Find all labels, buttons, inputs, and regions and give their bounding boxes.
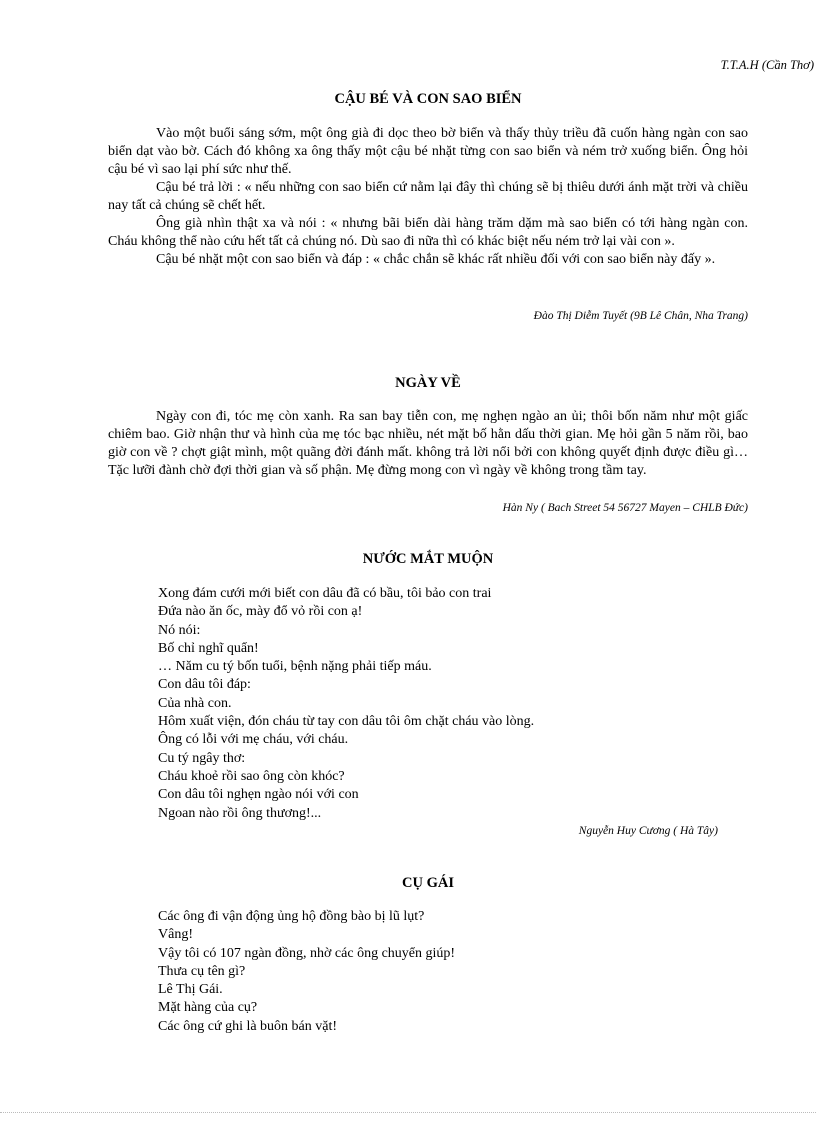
verse-line: Các ông cứ ghi là buôn bán vặt! bbox=[158, 1018, 338, 1034]
header-credit: T.T.A.H (Cần Thơ) bbox=[720, 58, 814, 72]
verse-line: Ngoan nào rồi ông thương!... bbox=[158, 805, 322, 821]
page-bottom-rule bbox=[0, 1112, 816, 1113]
story1-paragraph: Vào một buổi sáng sớm, một ông già đi dọc theo bờ biển và thấy thủy triều đã cuốn hàng ngàn con sao biển dạt vào bờ. Cách đó không xa ông thấy một cậu bé nhặt từng con sao biển và ném trở xuống biển. Ông hỏi cậu bé vì sao lại phí sức như thế. bbox=[108, 126, 748, 177]
verse-line: Hôm xuất viện, đón cháu từ tay con dâu tôi ôm chặt cháu vào lòng. bbox=[158, 714, 535, 730]
story3-title: NƯỚC MẮT MUỘN bbox=[362, 551, 494, 567]
story3-author: Nguyễn Huy Cương ( Hà Tây) bbox=[578, 825, 718, 837]
story2-paragraph: Ngày con đi, tóc mẹ còn xanh. Ra san bay tiễn con, mẹ nghẹn ngào an ủi; thôi bốn năm như một giấc chiêm bao. Giờ nhận thư và hình của mẹ tóc bạc nhiều, nét mặt bố hằn dấu thời gian. Mẹ hỏi gần 5 năm rồi, bao giờ con về ? chợt giật mình, một quãng đời đánh mất. không trả lời nổi bởi con không quyết định được điều gì… Tặc lưỡi đành chờ đợi thời gian và số phận. Mẹ đừng mong con vì ngày về không trong tầm tay. bbox=[108, 409, 748, 478]
story4-verse bbox=[158, 908, 718, 1036]
verse-line: Cu tý ngây thơ: bbox=[158, 750, 246, 766]
verse-line: Của nhà con. bbox=[158, 695, 232, 711]
verse-line: Thưa cụ tên gì? bbox=[158, 963, 246, 979]
story1-body bbox=[108, 125, 748, 269]
verse-line: Cháu khoẻ rồi sao ông còn khóc? bbox=[158, 768, 345, 784]
verse-line: Bố chỉ nghĩ quẩn! bbox=[158, 640, 259, 656]
story1-paragraph: Ông già nhìn thật xa và nói : « nhưng bãi biển dài hàng trăm dặm mà sao biển có tới hàng ngàn con. Cháu không thể nào cứu hết tất cả chúng nó. Dù sao đi nữa thì có khác biệt nếu ném trở lại vài con ». bbox=[108, 216, 748, 249]
story1-paragraph: Cậu bé trả lời : « nếu những con sao biển cứ nằm lại đây thì chúng sẽ bị thiêu dưới ánh mặt trời và chiều nay tất cả chúng sẽ chết hết. bbox=[108, 180, 748, 213]
verse-line: Vâng! bbox=[158, 927, 193, 943]
verse-line: Nó nói: bbox=[158, 622, 201, 638]
verse-line: Con dâu tôi nghẹn ngào nói với con bbox=[158, 787, 359, 803]
story2-body bbox=[108, 408, 748, 480]
story3-verse bbox=[158, 585, 718, 823]
verse-line: Lê Thị Gái. bbox=[158, 982, 223, 998]
story1-paragraph: Cậu bé nhặt một con sao biển và đáp : « chắc chắn sẽ khác rất nhiều đối với con sao biển này đấy ». bbox=[156, 252, 716, 267]
verse-line: Ông có lỗi với mẹ cháu, với cháu. bbox=[158, 732, 349, 748]
verse-line: Con dâu tôi đáp: bbox=[158, 677, 251, 693]
verse-line: Mặt hàng của cụ? bbox=[158, 1000, 258, 1016]
story2-title: NGÀY VỀ bbox=[395, 375, 461, 391]
verse-line: Đứa nào ăn ốc, mày đổ vỏ rồi con ạ! bbox=[158, 604, 363, 620]
story1-author: Đào Thị Diễm Tuyết (9B Lê Chân, Nha Trang) bbox=[533, 310, 748, 322]
story2-author: Hàn Ny ( Bach Street 54 56727 Mayen – CHLB Đức) bbox=[502, 502, 748, 514]
verse-line: Các ông đi vận động ủng hộ đồng bào bị lũ lụt? bbox=[158, 909, 425, 924]
story4-title: CỤ GÁI bbox=[402, 875, 454, 891]
verse-line: … Năm cu tý bốn tuổi, bệnh nặng phải tiếp máu. bbox=[158, 659, 432, 675]
document-page bbox=[108, 0, 814, 1123]
verse-line: Xong đám cưới mới biết con dâu đã có bầu, tôi bảo con trai bbox=[158, 586, 492, 601]
story1-title: CẬU BÉ VÀ CON SAO BIỂN bbox=[334, 91, 522, 107]
verse-line: Vậy tôi có 107 ngàn đồng, nhờ các ông chuyển giúp! bbox=[158, 945, 456, 961]
